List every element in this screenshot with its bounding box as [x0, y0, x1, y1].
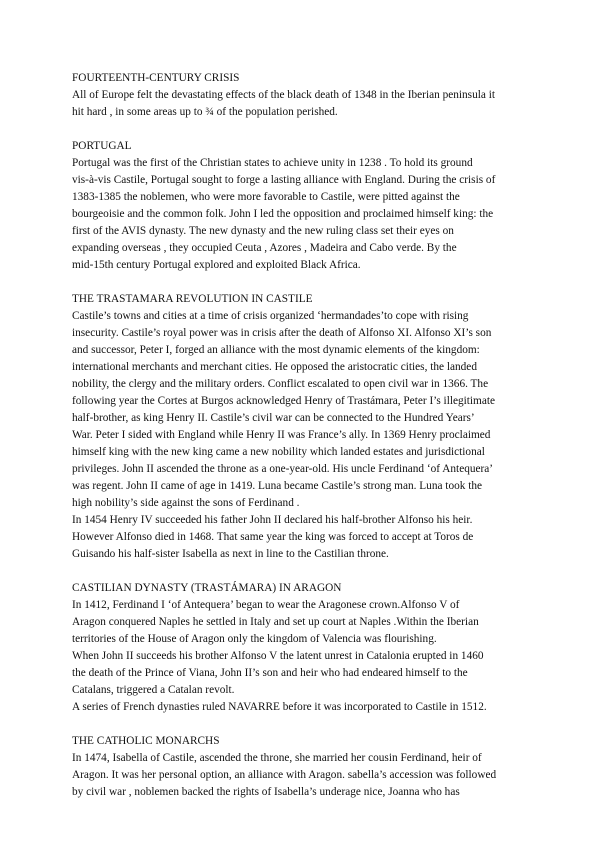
text-line: Catalans, triggered a Catalan revolt. — [72, 684, 235, 696]
text-line: Portugal was the first of the Christian states to achieve unity in 1238 . To hold its ground — [72, 157, 473, 169]
text-line: 1383-1385 the noblemen, who were more favorable to Castile, were pitted against the — [72, 191, 460, 203]
text-line: insecurity. Castile’s royal power was in crisis after the death of Alfonso XI. Alfonso XI’s son — [72, 327, 492, 339]
text-line: and successor, Peter I, forged an alliance with the most dynamic elements of the kingdom: — [72, 344, 480, 356]
text-line: bourgeoisie and the common folk. John I led the opposition and proclaimed himself king: the — [72, 208, 494, 220]
text-line: expanding overseas , they occupied Ceuta , Azores , Madeira and Cabo verde. By the — [72, 242, 457, 254]
section-heading: CASTILIAN DYNASTY (TRASTÁMARA) IN ARAGON — [72, 582, 342, 594]
text-line: vis-à-vis Castile, Portugal sought to forge a lasting alliance with England. During the crisis of — [72, 174, 496, 186]
text-line: Aragon. It was her personal option, an alliance with Aragon. sabella’s accession was followed — [72, 769, 497, 781]
text-line: half-brother, as king Henry II. Castile’s civil war can be connected to the Hundred Years’ — [72, 412, 475, 424]
paragraph — [72, 750, 542, 801]
text-line: international merchants and merchant cities. He opposed the aristocratic cities, the landed — [72, 361, 477, 373]
paragraph — [72, 699, 542, 716]
paragraph — [72, 308, 542, 512]
text-line: hit hard , in some areas up to ¾ of the population perished. — [72, 106, 338, 118]
text-line: Aragon conquered Naples he settled in Italy and set up court at Naples .Within the Iberian — [72, 616, 479, 628]
document-section — [72, 733, 542, 801]
text-line: the death of the Prince of Viana, John II’s son and heir who had endeared himself to the — [72, 667, 468, 679]
text-line: high nobility’s side against the sons of Ferdinand . — [72, 497, 300, 509]
text-line: In 1412, Ferdinand I ‘of Antequera’ began to wear the Aragonese crown.Alfonso V of — [72, 599, 460, 611]
paragraph — [72, 648, 542, 699]
text-line: himself king with the new king came a new nobility which landed estates and jurisdictional — [72, 446, 485, 458]
document-section — [72, 580, 542, 716]
document-section — [72, 291, 542, 563]
document-page — [72, 70, 542, 818]
text-line: In 1474, Isabella of Castile, ascended the throne, she married her cousin Ferdinand, heir of — [72, 752, 482, 764]
text-line: Guisando his half-sister Isabella as next in line to the Castilian throne. — [72, 548, 389, 560]
document-section — [72, 70, 542, 121]
paragraph — [72, 87, 542, 121]
text-line: All of Europe felt the devastating effects of the black death of 1348 in the Iberian peninsula it — [72, 89, 495, 101]
text-line: territories of the House of Aragon only the kingdom of Valencia was flourishing. — [72, 633, 437, 645]
text-line: In 1454 Henry IV succeeded his father John II declared his half-brother Alfonso his heir. — [72, 514, 473, 526]
document-section — [72, 138, 542, 274]
section-heading: THE TRASTAMARA REVOLUTION IN CASTILE — [72, 293, 313, 305]
paragraph — [72, 597, 542, 648]
section-heading: PORTUGAL — [72, 140, 132, 152]
paragraph — [72, 512, 542, 563]
text-line: following year the Cortes at Burgos acknowledged Henry of Trastámara, Peter I’s illegitimate — [72, 395, 496, 407]
text-line: nobility, the clergy and the military orders. Conflict escalated to open civil war in 1366. The — [72, 378, 489, 390]
text-line: was regent. John II came of age in 1419. Luna became Castile’s strong man. Luna took the — [72, 480, 483, 492]
text-line: When John II succeeds his brother Alfonso V the latent unrest in Catalonia erupted in 1460 — [72, 650, 484, 662]
text-line: by civil war , noblemen backed the rights of Isabella’s underage nice, Joanna who has — [72, 786, 460, 798]
text-line: first of the AVIS dynasty. The new dynasty and the new ruling class set their eyes on — [72, 225, 454, 237]
text-line: A series of French dynasties ruled NAVARRE before it was incorporated to Castile in 1512. — [72, 701, 487, 713]
paragraph — [72, 155, 542, 274]
section-heading: THE CATHOLIC MONARCHS — [72, 735, 220, 747]
text-line: Castile’s towns and cities at a time of crisis organized ‘hermandades’to cope with rising — [72, 310, 469, 322]
text-line: privileges. John II ascended the throne as a one-year-old. His uncle Ferdinand ‘of Antequera’ — [72, 463, 494, 475]
text-line: However Alfonso died in 1468. That same year the king was forced to accept at Toros de — [72, 531, 474, 543]
text-line: mid-15th century Portugal explored and exploited Black Africa. — [72, 259, 361, 271]
section-heading: FOURTEENTH-CENTURY CRISIS — [72, 72, 240, 84]
text-line: War. Peter I sided with England while Henry II was France’s ally. In 1369 Henry proclaimed — [72, 429, 491, 441]
